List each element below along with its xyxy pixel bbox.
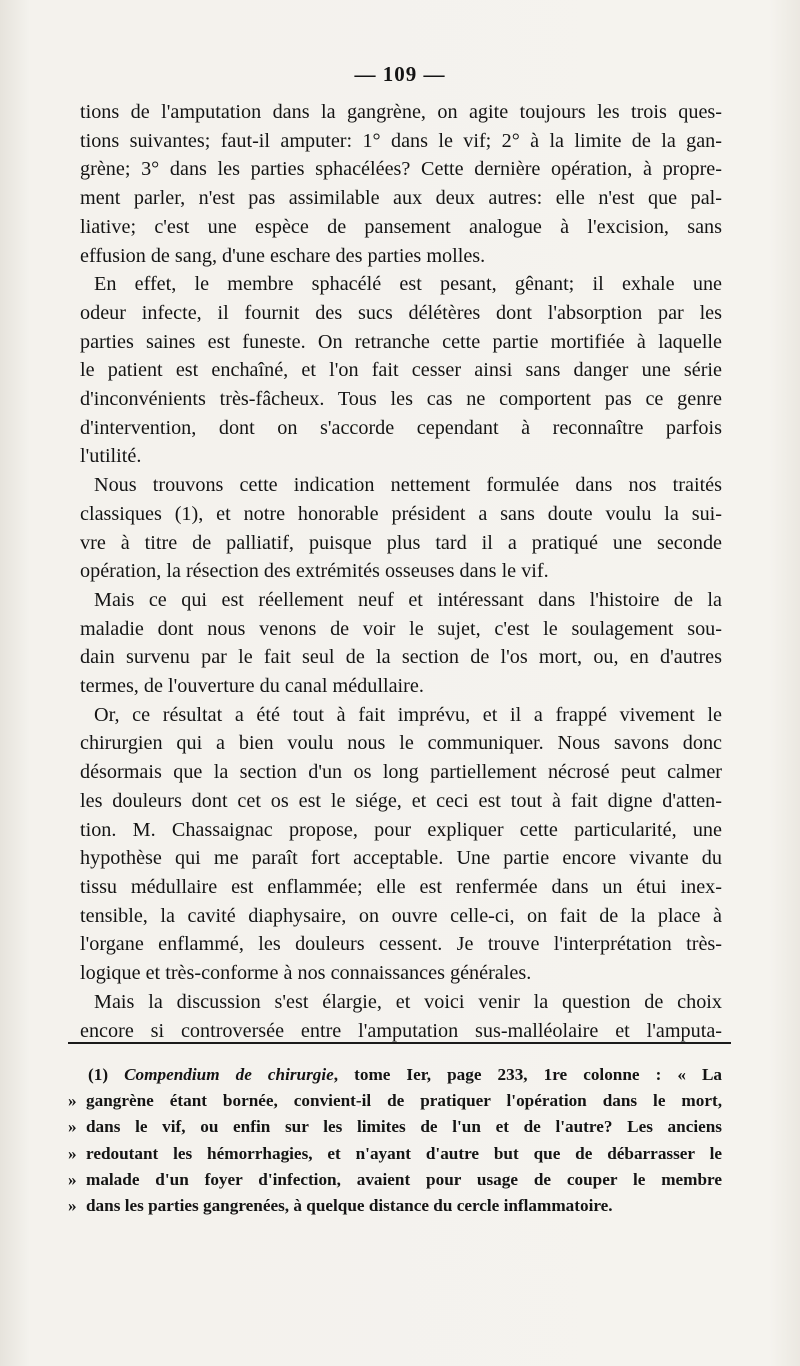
text-line: maladie dont nous venons de voir le sujet, c'est le soulagement sou- bbox=[80, 617, 722, 640]
quote-mark: » bbox=[68, 1196, 77, 1216]
text-line: d'inconvénients très-fâcheux. Tous les cas ne comportent pas ce genre bbox=[80, 388, 722, 411]
text-line: liative; c'est une espèce de pansement analogue à l'excision, sans bbox=[80, 215, 722, 238]
text-line: Mais la discussion s'est élargie, et voici venir la question de choix bbox=[94, 990, 722, 1013]
text-line: termes, de l'ouverture du canal médullaire. bbox=[80, 675, 424, 698]
footnote-line bbox=[68, 1167, 722, 1193]
text-line: tions suivantes; faut-il amputer: 1° dans le vif; 2° à la limite de la gan- bbox=[80, 129, 722, 152]
text-line: d'intervention, dont on s'accorde cependant à reconnaître parfois bbox=[80, 416, 722, 439]
footnote-line bbox=[68, 1088, 722, 1114]
text-line: tions de l'amputation dans la gangrène, on agite toujours les trois ques- bbox=[80, 101, 722, 123]
footnote-line-text: redoutant les hémorrhagies, et n'ayant d'autre but que de débarrasser le bbox=[86, 1143, 722, 1163]
text-line: les douleurs dont cet os est le siége, et ceci est tout à fait digne d'atten- bbox=[80, 789, 722, 812]
text-line: opération, la résection des extrémités osseuses dans le vif. bbox=[80, 560, 549, 583]
text-line: vre à titre de palliatif, puisque plus tard il a pratiqué une seconde bbox=[80, 531, 722, 554]
footnote-line-text: dans le vif, ou enfin sur les limites de l'un et de l'autre? Les anciens bbox=[86, 1117, 722, 1137]
text-line: l'utilité. bbox=[80, 445, 142, 468]
text-line: parties saines est funeste. On retranche cette partie mortifiée à laquelle bbox=[80, 330, 722, 353]
text-line: l'organe enflammé, les douleurs cessent. Je trouve l'interprétation très- bbox=[80, 933, 722, 956]
text-line: grène; 3° dans les parties sphacélées? Cette dernière opération, à propre- bbox=[80, 158, 722, 181]
footnote-separator bbox=[68, 1042, 731, 1044]
text-line: classiques (1), et notre honorable président a sans doute voulu la sui- bbox=[80, 502, 722, 525]
text-line: tissu médullaire est enflammée; elle est renfermée dans un étui inex- bbox=[80, 875, 722, 898]
text-line: En effet, le membre sphacélé est pesant, gênant; il exhale une bbox=[94, 273, 722, 296]
footnote-line-text: dans les parties gangrenées, à quelque distance du cercle inflammatoire. bbox=[86, 1196, 613, 1216]
footnote-line-text: malade d'un foyer d'infection, avaient pour usage de couper le membre bbox=[86, 1169, 722, 1189]
page-number: — 109 — bbox=[354, 62, 446, 86]
footnote-line bbox=[68, 1114, 722, 1140]
text-line: hypothèse qui me paraît fort acceptable. Une partie encore vivante du bbox=[80, 847, 722, 870]
quote-mark: » bbox=[68, 1091, 77, 1111]
footnote-marker: (1) bbox=[88, 1065, 109, 1084]
text-line: effusion de sang, d'une eschare des parties molles. bbox=[80, 244, 486, 267]
text-line: tensible, la cavité diaphysaire, on ouvre celle-ci, on fait de la place à bbox=[80, 904, 722, 927]
text-line: le patient est enchaîné, et l'on fait cesser ainsi sans danger une série bbox=[80, 359, 722, 382]
text-line: désormais que la section d'un os long partiellement nécrosé peut calmer bbox=[80, 761, 722, 784]
text-line: encore si controversée entre l'amputation sus-malléolaire et l'amputa- bbox=[80, 1019, 722, 1042]
quote-mark: » bbox=[68, 1169, 77, 1189]
footnote-line bbox=[68, 1193, 722, 1219]
text-line: logique et très-conforme à nos connaissances générales. bbox=[80, 962, 532, 985]
text-line: odeur infecte, il fournit des sucs délétères dont l'absorption par les bbox=[80, 301, 722, 324]
body-text bbox=[80, 98, 722, 1045]
footnote-title: Compendium de chirurgie bbox=[124, 1065, 334, 1084]
text-line: Nous trouvons cette indication nettement formulée dans nos traités bbox=[94, 474, 722, 497]
text-line: chirurgien qui a bien voulu nous le communiquer. Nous savons donc bbox=[80, 732, 722, 755]
footnote-line bbox=[68, 1141, 722, 1167]
footnote-line-text: gangrène étant bornée, convient-il de pratiquer l'opération dans le mort, bbox=[86, 1091, 722, 1111]
text-line: Or, ce résultat a été tout à fait imprévu, et il a frappé vivement le bbox=[94, 703, 722, 726]
text-line: ment parler, n'est pas assimilable aux deux autres: elle n'est que pal- bbox=[80, 187, 722, 210]
quote-mark: » bbox=[68, 1143, 77, 1163]
footnote bbox=[68, 1062, 723, 1219]
text-line: dain survenu par le fait seul de la section de l'os mort, ou, en d'autres bbox=[80, 646, 722, 669]
footnote-first-line bbox=[80, 1062, 722, 1088]
text-line: Mais ce qui est réellement neuf et intéressant dans l'histoire de la bbox=[94, 588, 722, 611]
footnote-text: , tome Ier, page 233, 1re colonne : « La bbox=[333, 1065, 723, 1084]
quote-mark: » bbox=[68, 1117, 77, 1137]
text-line: tion. M. Chassaignac propose, pour expliquer cette particularité, une bbox=[80, 818, 722, 841]
